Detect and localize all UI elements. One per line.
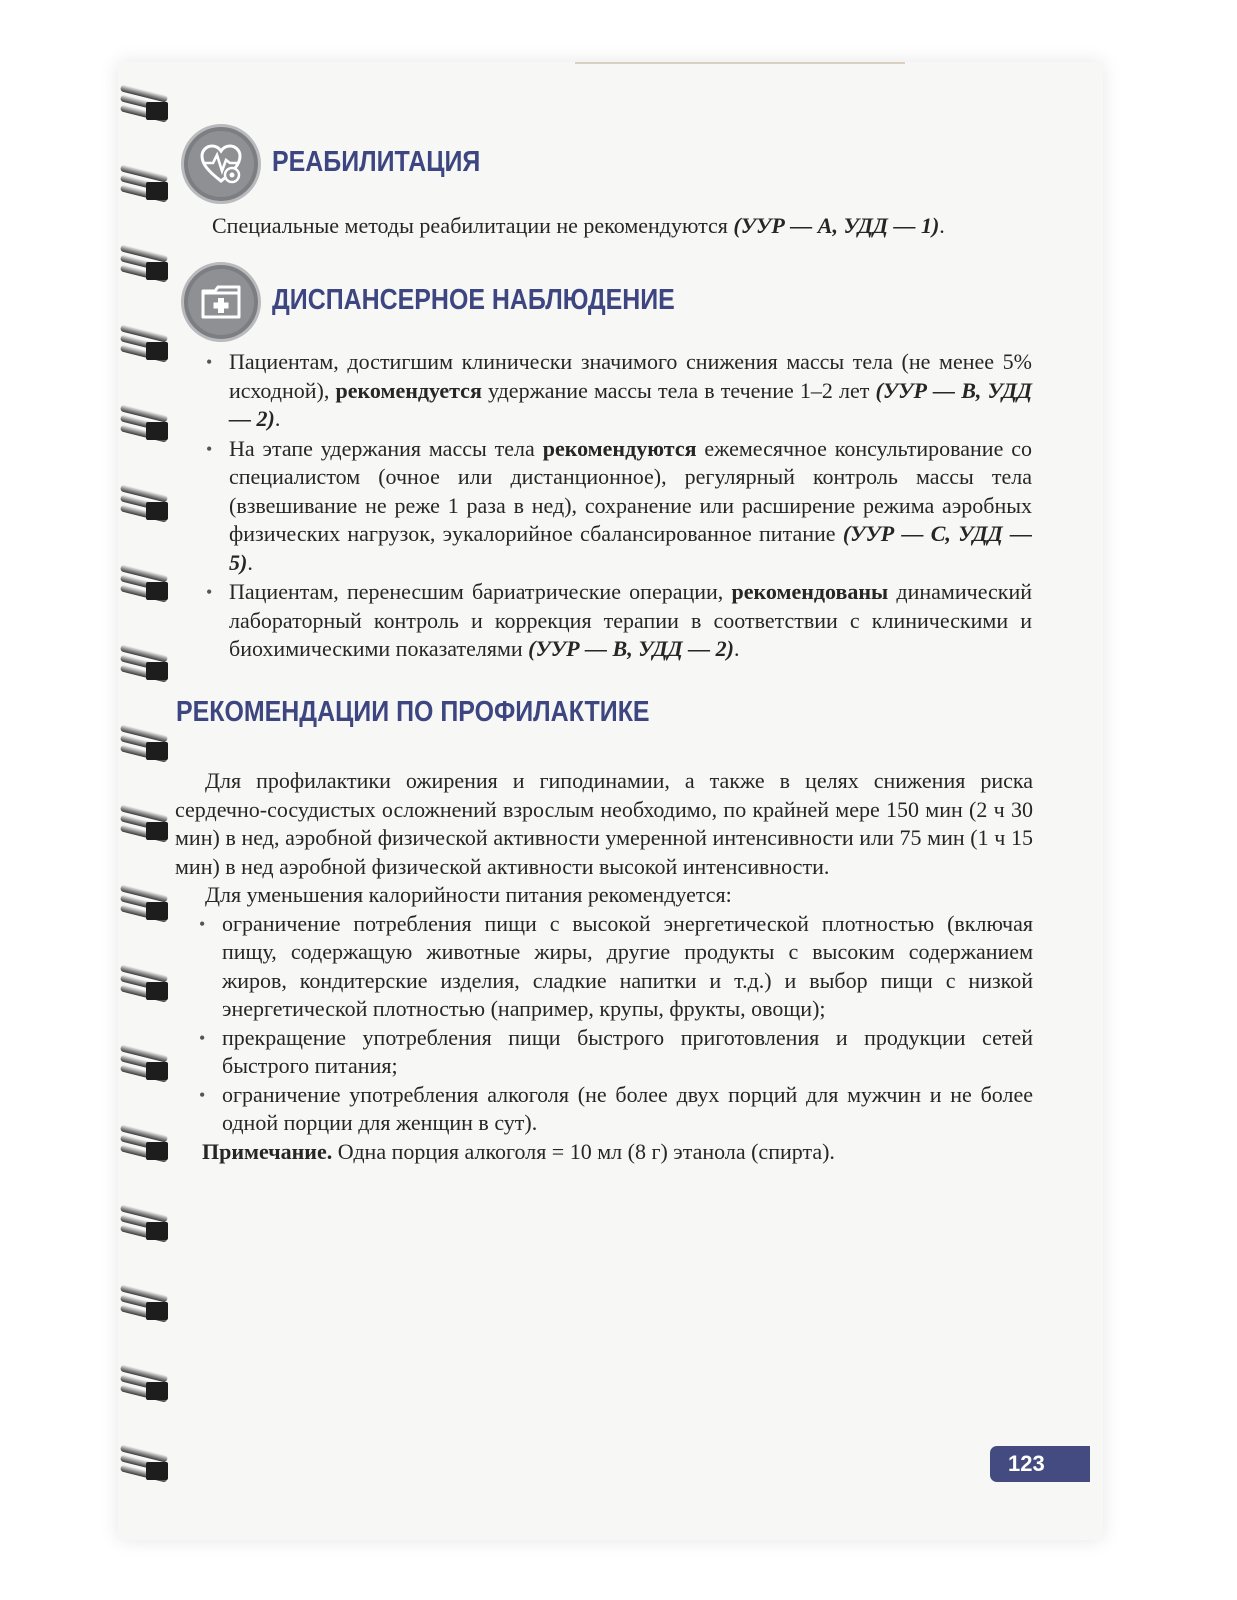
page-number: 123: [990, 1446, 1090, 1482]
prevention-heading: РЕКОМЕНДАЦИИ ПО ПРОФИЛАКТИКЕ: [176, 696, 650, 728]
dispensary-list: [206, 348, 1033, 664]
item-text: ограничение употребления алкоголя (не более двух порций для мужчин и не более одной порции для женщин в сут).: [222, 1081, 1033, 1135]
spiral-coil: [116, 728, 172, 766]
spiral-coil: [116, 1368, 172, 1406]
bullet-icon: •: [206, 438, 213, 459]
item-bold: рекомендованы: [731, 579, 889, 604]
item-bold: рекомендуются: [542, 435, 697, 461]
item-text: Пациентам, достигшим клинически значимого снижения массы тела (не менее 5% исходной),: [229, 349, 1032, 403]
item-ref: (УУР — С, УДД — 5): [229, 521, 1032, 575]
item-ref: (УУР — В, УДД — 2): [528, 636, 735, 661]
note-text: Одна порция алкоголя = 10 мл (8 г) этанола (спирта).: [332, 1138, 835, 1164]
bullet-icon: •: [199, 1027, 206, 1048]
bullet-icon: •: [206, 582, 213, 602]
item-text: На этапе удержания массы тела: [229, 435, 543, 461]
item-text: удержание массы тела в течение 1–2 лет: [481, 377, 876, 403]
prevention-item-3: [199, 1081, 1033, 1138]
spiral-coil: [116, 1288, 172, 1326]
spiral-coil: [116, 1448, 172, 1486]
prevention-paragraph-2: Для уменьшения калорийности питания рекомендуется:: [205, 882, 732, 907]
rehab-ref: (УУР — А, УДД — 1): [733, 213, 940, 238]
dispensary-item-3: • Пациентам, перенесшим бариатрические операции, рекомендованы динамический лабораторный контроль и коррекция терапии в соответствии с клиническими и биохимическими показателями (УУР — В, УДД — 2).: [206, 579, 1033, 661]
item-text: прекращение употребления пищи быстрого приготовления и продукции сетей быстрого питания;: [222, 1024, 1033, 1078]
dispensary-item-1: • Пациентам, достигшим клинически значимого снижения массы тела (не менее 5% исходной), рекомендуется удержание массы тела в течение 1–2 лет (УУР — В, УДД — 2).: [206, 349, 1032, 431]
item-text: динамический лабораторный контроль и коррекция терапии в соответствии с клиническими и биохимическими показателями: [229, 579, 1033, 661]
medical-folder-icon: [181, 262, 261, 342]
spiral-coil: [116, 328, 172, 366]
dispensary-item-2: • На этапе удержания массы тела рекомендуются ежемесячное консультирование со специалистом (очное или дистанционное), регулярный контроль массы тела (взвешивание не реже 1 раза в нед), сохранение или расширение режима аэробных физических нагрузок, эукалорийное сбалансированное питание (УУР — С, УДД — 5).: [206, 435, 1032, 575]
dispensary-heading: ДИСПАНСЕРНОЕ НАБЛЮДЕНИЕ: [272, 284, 675, 316]
rehab-sentence: Специальные методы реабилитации не рекомендуются: [212, 213, 728, 238]
spiral-coil: [116, 88, 172, 126]
heart-pulse-icon: [181, 124, 261, 204]
rehab-heading: РЕАБИЛИТАЦИЯ: [272, 146, 481, 178]
spiral-coil: [116, 568, 172, 606]
prevention-paragraph-1: Для профилактики ожирения и гиподинамии, а также в целях снижения риска сердечно-сосудистых осложнений взрослым необходимо, по крайней мере 150 мин (2 ч 30 мин) в нед, аэробной физической активности умеренной интенсивности или 75 мин (1 ч 15 мин) в нед аэробной физической активности высокой интенсивности.: [175, 768, 1033, 879]
spiral-coil: [116, 1128, 172, 1166]
spiral-coil: [116, 888, 172, 926]
rehab-text: Специальные методы реабилитации не рекомендуются (УУР — А, УДД — 1).: [212, 213, 945, 238]
bullet-icon: •: [199, 1084, 206, 1105]
item-text: ежемесячное консультирование со специалистом (очное или дистанционное), регулярный контроль массы тела (взвешивание не реже 1 раза в нед), сохранение или расширение режима аэробных физических нагрузок, эукалорийное сбалансированное питание: [229, 435, 1032, 546]
spiral-coil: [116, 408, 172, 446]
prevention-item-2: [199, 1024, 1033, 1081]
bullet-icon: •: [199, 913, 206, 934]
page-top-edge: [575, 62, 905, 64]
spiral-coil: [116, 488, 172, 526]
item-bold: рекомендуется: [335, 377, 482, 403]
item-text: Пациентам, перенесшим бариатрические операции,: [229, 579, 732, 604]
spiral-coil: [116, 248, 172, 286]
item-ref: (УУР — В, УДД — 2): [229, 377, 1032, 431]
prevention-item-1: [199, 910, 1033, 1024]
prevention-body: [175, 767, 1033, 1166]
spiral-coil: [116, 168, 172, 206]
prevention-note: [175, 1138, 1033, 1167]
spiral-coil: [116, 808, 172, 846]
spiral-coil: [116, 968, 172, 1006]
spiral-binding: [116, 88, 178, 1538]
spiral-coil: [116, 648, 172, 686]
bullet-icon: •: [206, 352, 213, 372]
spiral-coil: [116, 1048, 172, 1086]
spiral-coil: [116, 1208, 172, 1246]
note-label: Примечание.: [202, 1138, 333, 1164]
item-text: ограничение потребления пищи с высокой энергетической плотностью (включая пищу, содержащую животные жиры, другие продукты с высоким содержанием жиров, кондитерские изделия, сладкие напитки и т.д.) и выбор пищи с низкой энергетической плотностью (например, крупы, фрукты, овощи);: [222, 910, 1033, 1021]
